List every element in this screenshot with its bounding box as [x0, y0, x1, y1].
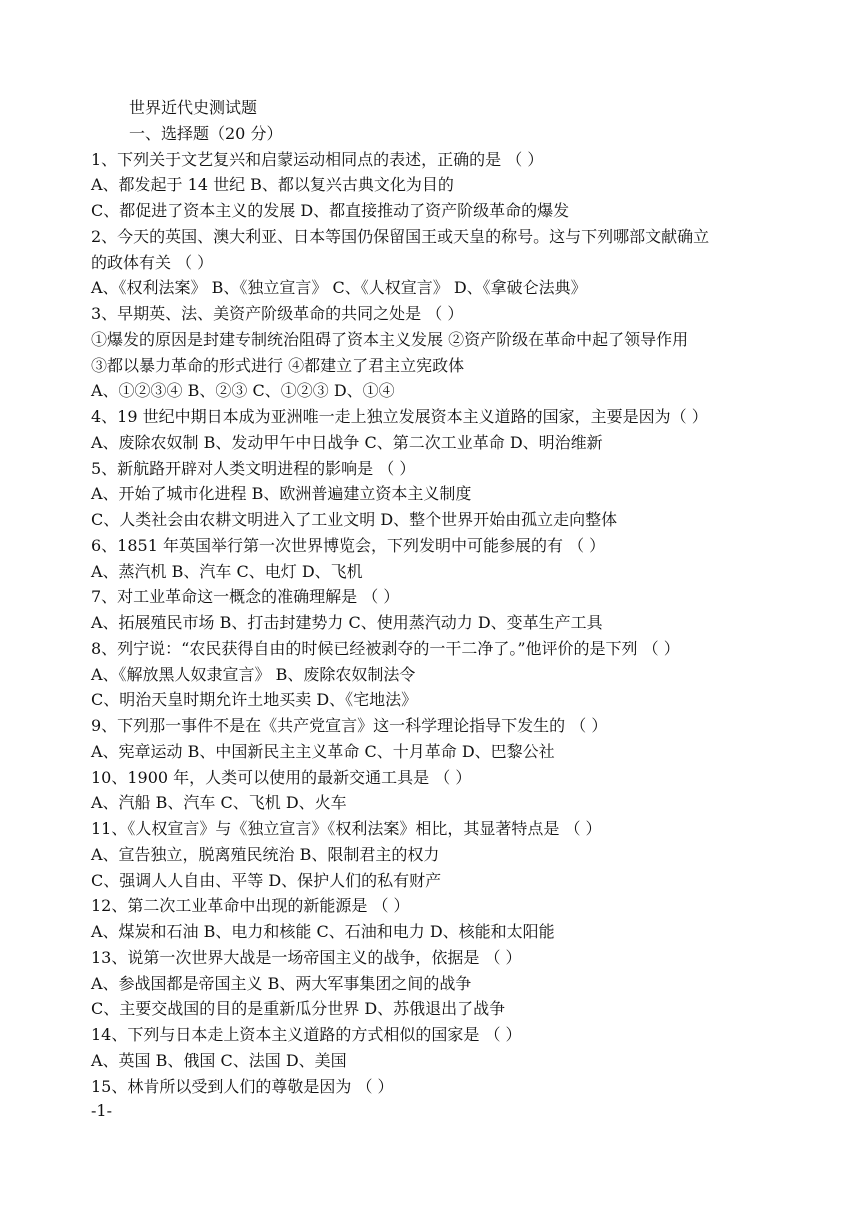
text-line: A、宣告独立，脱离殖民统治 B、限制君主的权力 [91, 844, 440, 864]
text-line: C、明治天皇时期允许土地买卖 D、《宅地法》 [91, 690, 418, 710]
text-line: C、强调人人自由、平等 D、保护人们的私有财产 [91, 870, 442, 890]
text-line: A、《解放黑人奴隶宣言》 B、废除农奴制法令 [91, 664, 416, 684]
text-line: 1、下列关于文艺复兴和启蒙运动相同点的表述，正确的是 （ ） [91, 149, 544, 169]
text-line: A、①②③④ B、②③ C、①②③ D、①④ [91, 381, 395, 401]
text-line: A、宪章运动 B、中国新民主主义革命 C、十月革命 D、巴黎公社 [91, 741, 555, 761]
text-line: 14、下列与日本走上资本主义道路的方式相似的国家是 （ ） [91, 1025, 522, 1044]
text-line: A、汽船 B、汽车 C、飞机 D、火车 [91, 793, 347, 813]
text-line: 6、1851 年英国举行第一次世界博览会，下列发明中可能参展的有 （ ） [91, 535, 606, 555]
text-line: A、参战国都是帝国主义 B、两大军事集团之间的战争 [91, 973, 472, 993]
document-title: 世界近代史测试题 [129, 98, 258, 117]
text-line: 4、19 世纪中期日本成为亚洲唯一走上独立发展资本主义道路的国家，主要是因为（ ） [91, 407, 708, 426]
text-line: 2、今天的英国、澳大利亚、日本等国仍保留国王或天皇的称号。这与下列哪部文献确立 [91, 226, 710, 246]
text-line: A、煤炭和石油 B、电力和核能 C、石油和电力 D、核能和太阳能 [91, 922, 555, 941]
text-line: C、人类社会由农耕文明进入了工业文明 D、整个世界开始由孤立走向整体 [91, 510, 618, 529]
text-line: 7、对工业革命这一概念的准确理解是 （ ） [91, 587, 400, 607]
text-line: C、都促进了资本主义的发展 D、都直接推动了资产阶级革命的爆发 [91, 201, 570, 220]
text-line: 15、林肯所以受到人们的尊敬是因为 （ ） [91, 1076, 394, 1096]
text-line: ①爆发的原因是封建专制统治阻碍了资本主义发展 ②资产阶级在革命中起了领导作用 [91, 329, 689, 349]
text-line: 8、列宁说：“农民获得自由的时候已经被剥夺的一干二净了。”他评价的是下列 （ ） [91, 638, 680, 658]
text-line: 的政体有关 （ ） [91, 252, 214, 272]
text-line: A、拓展殖民市场 B、打击封建势力 C、使用蒸汽动力 D、变革生产工具 [91, 613, 603, 632]
text-line: A、蒸汽机 B、汽车 C、电灯 D、飞机 [91, 561, 363, 581]
text-line: 5、新航路开辟对人类文明进程的影响是 （ ） [91, 458, 416, 478]
text-line: A、《权利法案》 B、《独立宣言》 C、《人权宣言》 D、《拿破仑法典》 [91, 278, 587, 298]
text-line: 9、下列那一事件不是在《共产党宣言》这一科学理论指导下发生的 （ ） [91, 716, 608, 735]
text-line: ③都以暴力革命的形式进行 ④都建立了君主立宪政体 [91, 355, 465, 375]
text-line: 11、《人权宣言》与《独立宣言》《权利法案》相比，其显著特点是 （ ） [91, 819, 602, 838]
text-line: 3、早期英、法、美资产阶级革命的共同之处是 （ ） [91, 304, 464, 323]
document-body [91, 95, 791, 1099]
text-line: C、主要交战国的目的是重新瓜分世界 D、苏俄退出了战争 [91, 999, 506, 1019]
text-line: A、英国 B、俄国 C、法国 D、美国 [91, 1050, 347, 1070]
question-list [91, 147, 791, 1100]
page-number: -1- [91, 1101, 112, 1120]
text-line: 13、说第一次世界大战是一场帝国主义的战争，依据是 （ ） [91, 947, 522, 967]
text-line: A、废除农奴制 B、发动甲午中日战争 C、第二次工业革命 D、明治维新 [91, 432, 603, 452]
text-line: A、都发起于 14 世纪 B、都以复兴古典文化为目的 [91, 175, 454, 195]
section-heading: 一、选择题（20 分） [129, 123, 283, 143]
text-line: 10、1900 年，人类可以使用的最新交通工具是 （ ） [91, 767, 472, 787]
text-line: A、开始了城市化进程 B、欧洲普遍建立资本主义制度 [91, 484, 472, 504]
text-line: 12、第二次工业革命中出现的新能源是 （ ） [91, 896, 410, 916]
